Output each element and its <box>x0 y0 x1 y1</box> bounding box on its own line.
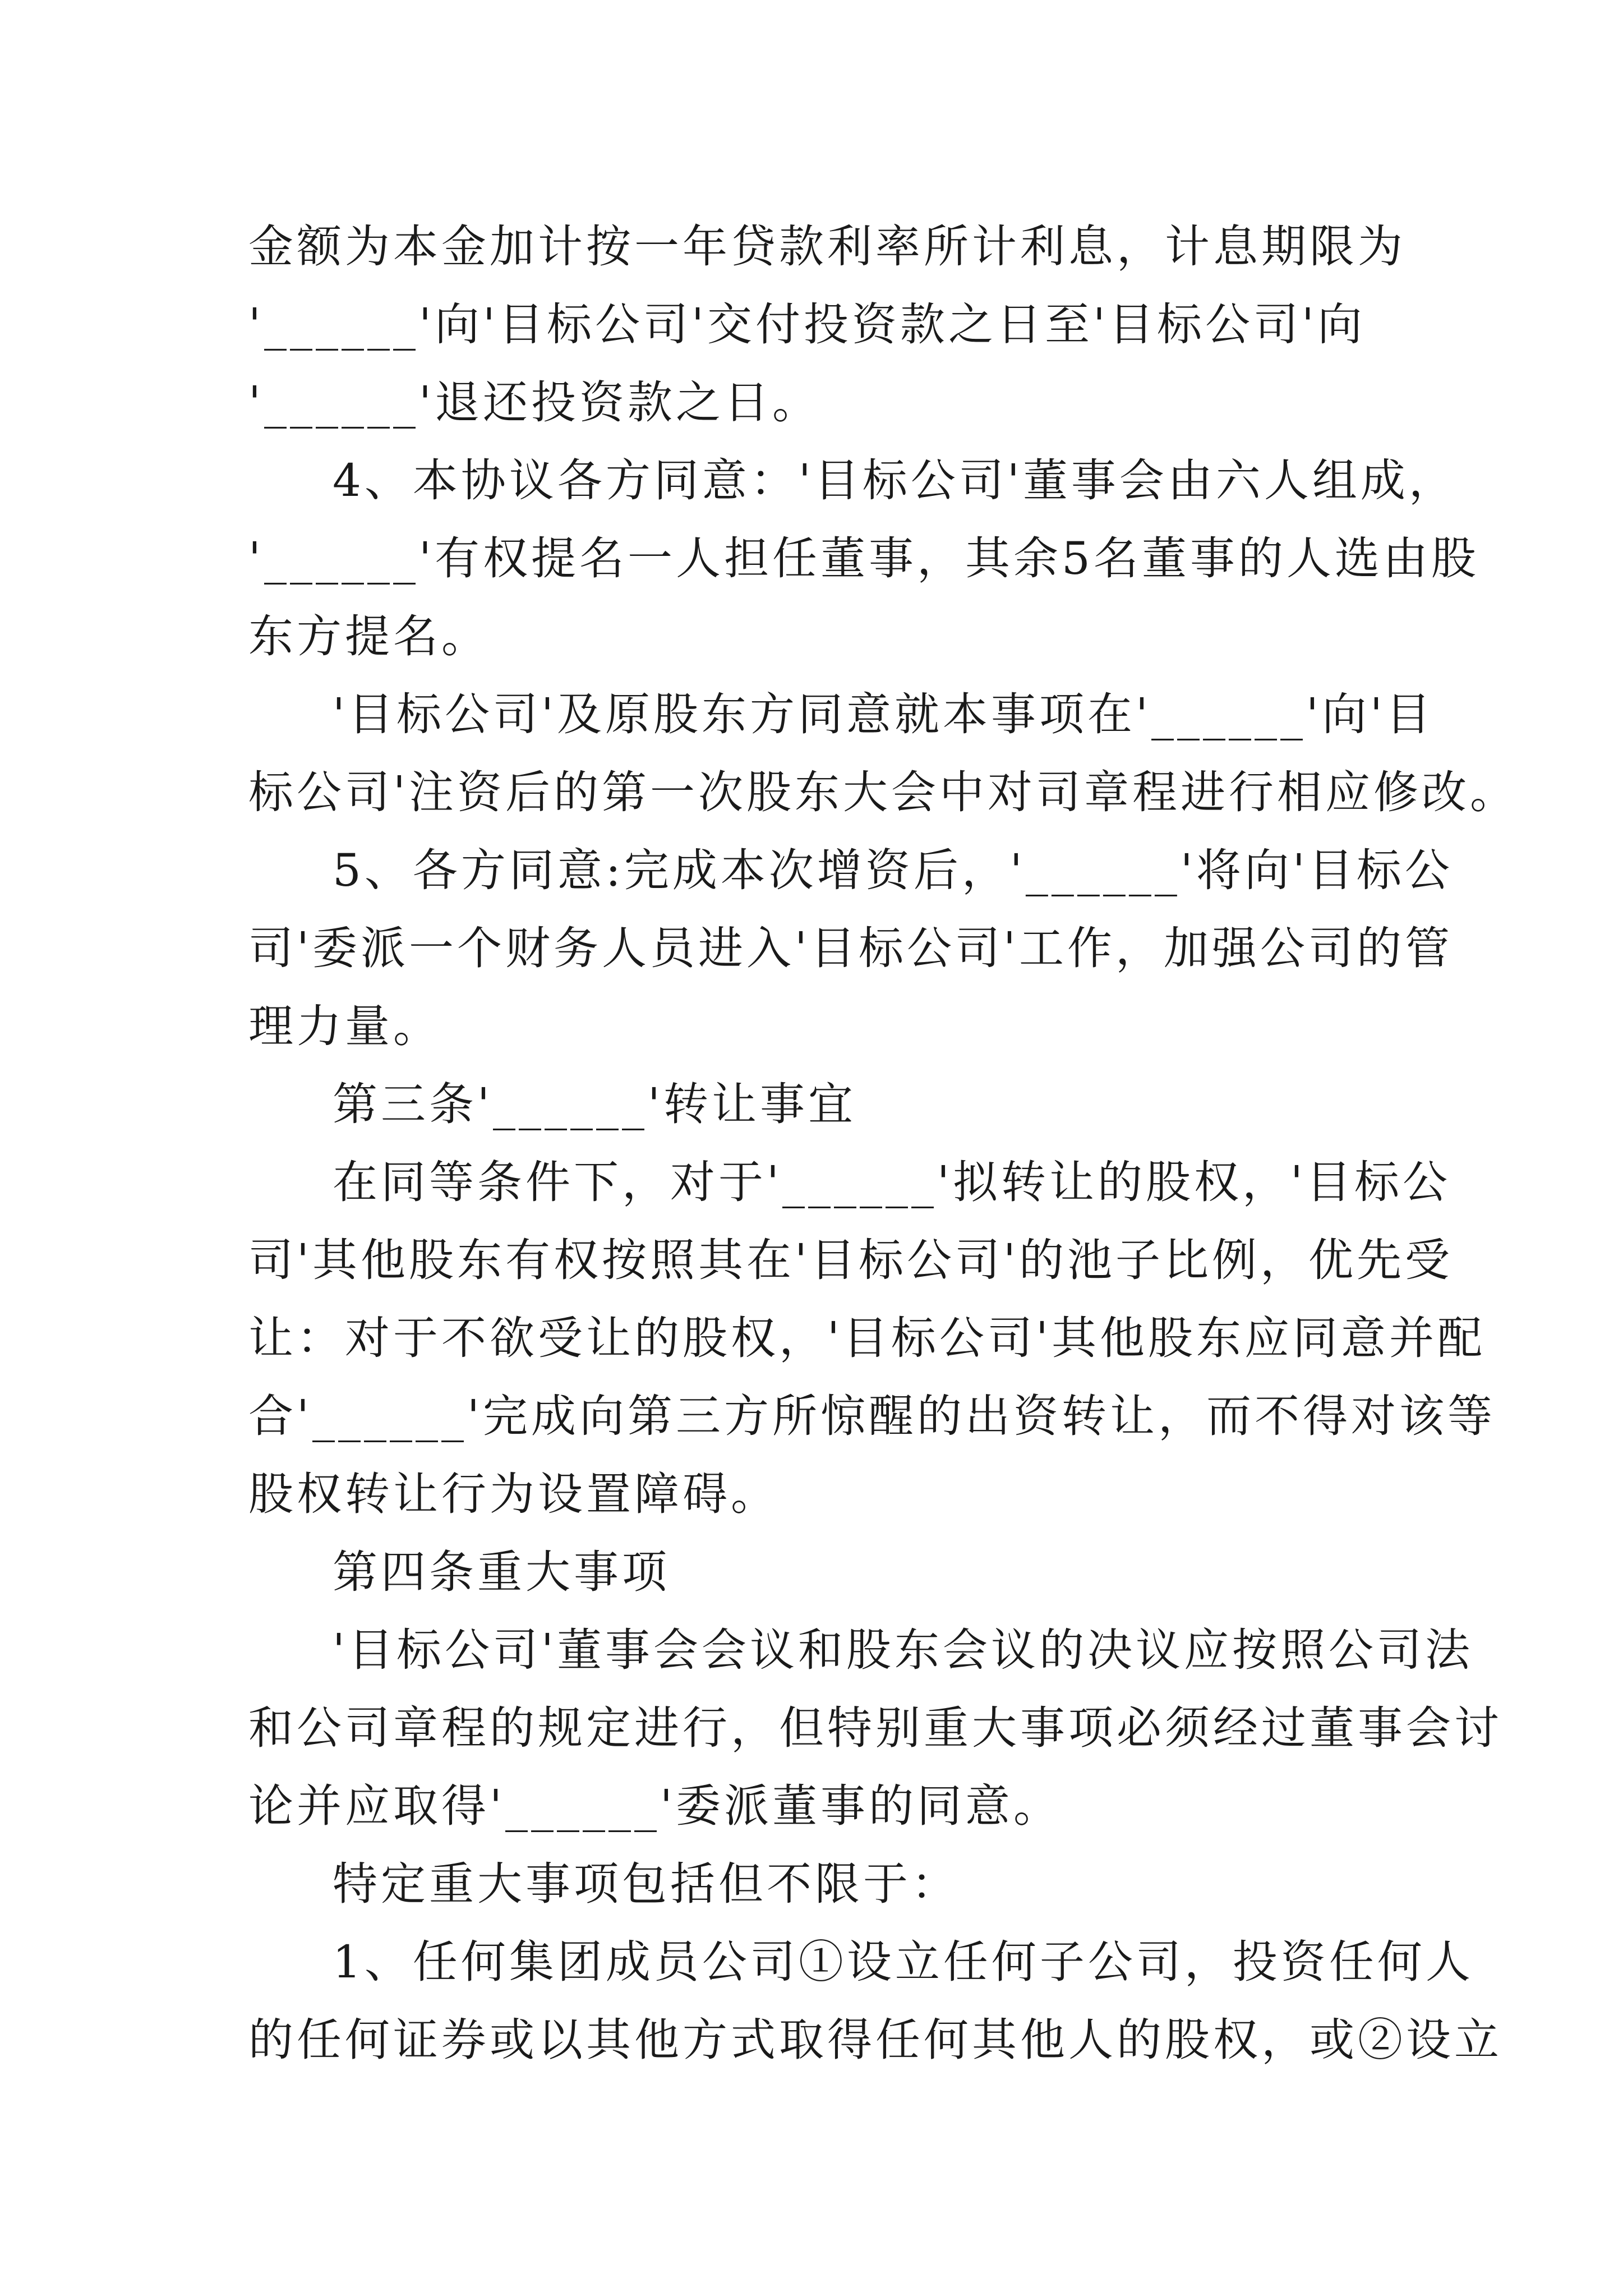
text-line: 司'其他股东有权按照其在'目标公司'的池子比例，优先受 <box>248 1234 1453 1286</box>
text-line: 股权转让行为设置障碍。 <box>248 1468 779 1520</box>
text-line: 司'委派一个财务人员进入'目标公司'工作，加强公司的管 <box>248 922 1453 974</box>
text-line: 标公司'注资后的第一次股东大会中对司章程进行相应修改。 <box>248 766 1518 818</box>
text-line: '目标公司'及原股东方同意就本事项在'______'向'目 <box>333 688 1434 740</box>
text-line: 和公司章程的规定进行，但特别重大事项必须经过董事会讨 <box>248 1702 1502 1754</box>
text-line: 在同等条件下，对于'______'拟转让的股权，'目标公 <box>333 1156 1451 1208</box>
text-line: 让：对于不欲受让的股权，'目标公司'其他股东应同意并配 <box>248 1312 1486 1364</box>
section-heading: 第三条'______'转让事宜 <box>333 1078 856 1130</box>
text-line: 的任何证券或以其他方式取得任何其他人的股权，或②设立 <box>248 2014 1502 2066</box>
text-line: 5、各方同意:完成本次增资后，'______'将向'目标公 <box>333 844 1453 896</box>
text-line: '______'退还投资款之日。 <box>248 376 820 429</box>
text-line: 特定重大事项包括但不限于： <box>333 1858 960 1910</box>
text-line: 1、任何集团成员公司①设立任何子公司，投资任何人 <box>333 1936 1474 1988</box>
text-line: 理力量。 <box>248 1000 441 1052</box>
text-line: '______'有权提名一人担任董事，其余5名董事的人选由股 <box>248 532 1479 585</box>
text-line: 合'______'完成向第三方所惊醒的出资转让，而不得对该等 <box>248 1390 1496 1442</box>
document-body <box>248 208 1518 2079</box>
section-heading: 第四条重大事项 <box>333 1546 670 1598</box>
text-line: 金额为本金加计按一年贷款利率所计利息，计息期限为 <box>248 220 1406 273</box>
text-line: 论并应取得'______'委派董事的同意。 <box>248 1780 1062 1832</box>
text-line: '______'向'目标公司'交付投资款之日至'目标公司'向 <box>248 298 1366 351</box>
text-line: '目标公司'董事会会议和股东会议的决议应按照公司法 <box>333 1624 1473 1676</box>
text-line: 东方提名。 <box>248 610 490 662</box>
text-line: 4、本协议各方同意：'目标公司'董事会由六人组成， <box>333 454 1457 507</box>
